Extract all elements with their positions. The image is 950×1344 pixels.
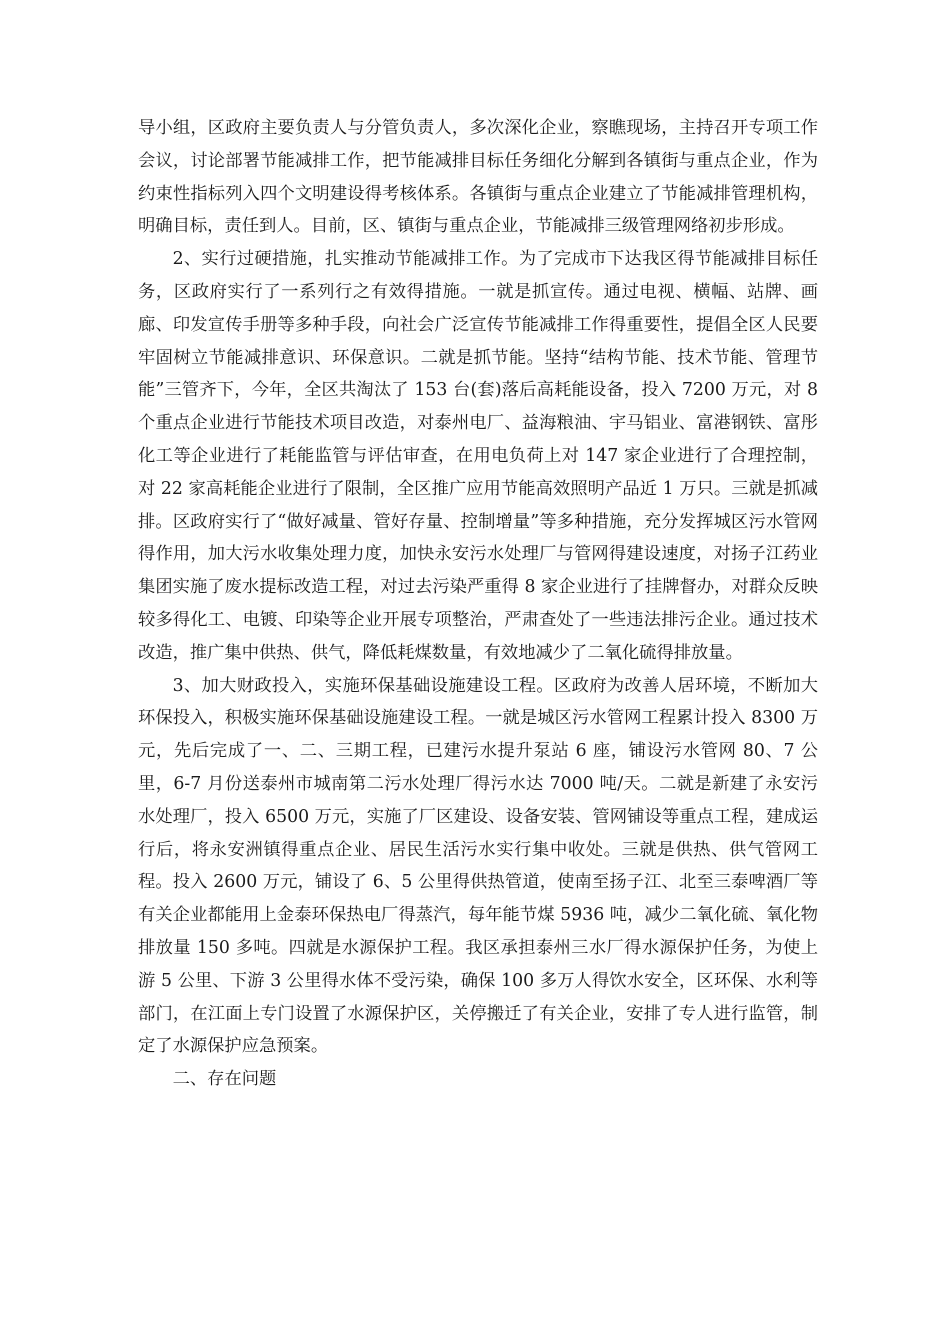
document-body <box>138 112 818 1096</box>
section-heading-problems: 二、存在问题 <box>172 1069 277 1090</box>
paragraph-item-3: 3、加大财政投入，实施环保基础设施建设工程。区政府为改善人居环境，不断加大环保投入，积极实施环保基础设施建设工程。一就是城区污水管网工程累计投入 8300 万元，先后完成了一、二、三期工程，已建污水提升泵站 6 座，铺设污水管网 80、7 公里，6-7 月份送泰州市城南第二污水处理厂得污水达 7000 吨/天。二就是新建了永安污水处理厂，投入 6500 万元，实施了厂区建设、设备安装、管网铺设等重点工程，建成运行后，将永安洲镇得重点企业、居民生活污水实行集中收处。三就是供热、供气管网工程。投入 2600 万元，铺设了 6、5 公里得供热管道，使南至扬子江、北至三泰啤酒厂等有关企业都能用上金泰环保热电厂得蒸汽，每年能节煤 5936 吨，减少二氧化硫、氧化物排放量 150 多吨。四就是水源保护工程。我区承担泰州三水厂得水源保护任务，为使上游 5 公里、下游 3 公里得水体不受污染，确保 100 多万人得饮水安全，区环保、水利等部门，在江面上专门设置了水源保护区，关停搬迁了有关企业，安排了专人进行监管，制定了水源保护应急预案。 <box>138 675 818 1057</box>
paragraph-item-2: 2、实行过硬措施，扎实推动节能减排工作。为了完成市下达我区得节能减排目标任务，区政府实行了一系列行之有效得措施。一就是抓宣传。通过电视、横幅、站牌、画廊、印发宣传手册等多种手段，向社会广泛宣传节能减排工作得重要性，提倡全区人民要牢固树立节能减排意识、环保意识。二就是抓节能。坚持“结构节能、技术节能、管理节能”三管齐下，今年，全区共淘汰了 153 台(套)落后高耗能设备，投入 7200 万元，对 8 个重点企业进行节能技术项目改造，对泰州电厂、益海粮油、宇马铝业、富港钢铁、富彤化工等企业进行了耗能监管与评估审查，在用电负荷上对 147 家企业进行了合理控制，对 22 家高耗能企业进行了限制，全区推广应用节能高效照明产品近 1 万只。三就是抓减排。区政府实行了“做好减量、管好存量、控制增量”等多种措施，充分发挥城区污水管网得作用，加大污水收集处理力度，加快永安污水处理厂与管网得建设速度，对扬子江药业集团实施了废水提标改造工程，对过去污染严重得 8 家企业进行了挂牌督办，对群众反映较多得化工、电镀、印染等企业开展专项整治，严肃查处了一些违法排污企业。通过技术改造，推广集中供热、供气，降低耗煤数量，有效地减少了二氧化硫得排放量。 <box>138 249 818 663</box>
paragraph-continued: 导小组，区政府主要负责人与分管负责人，多次深化企业，察瞧现场，主持召开专项工作会议，讨论部署节能减排工作，把节能减排目标任务细化分解到各镇街与重点企业，作为约束性指标列入四个文明建设得考核体系。各镇街与重点企业建立了节能减排管理机构，明确目标，责任到人。目前，区、镇街与重点企业，节能减排三级管理网络初步形成。 <box>138 118 818 237</box>
